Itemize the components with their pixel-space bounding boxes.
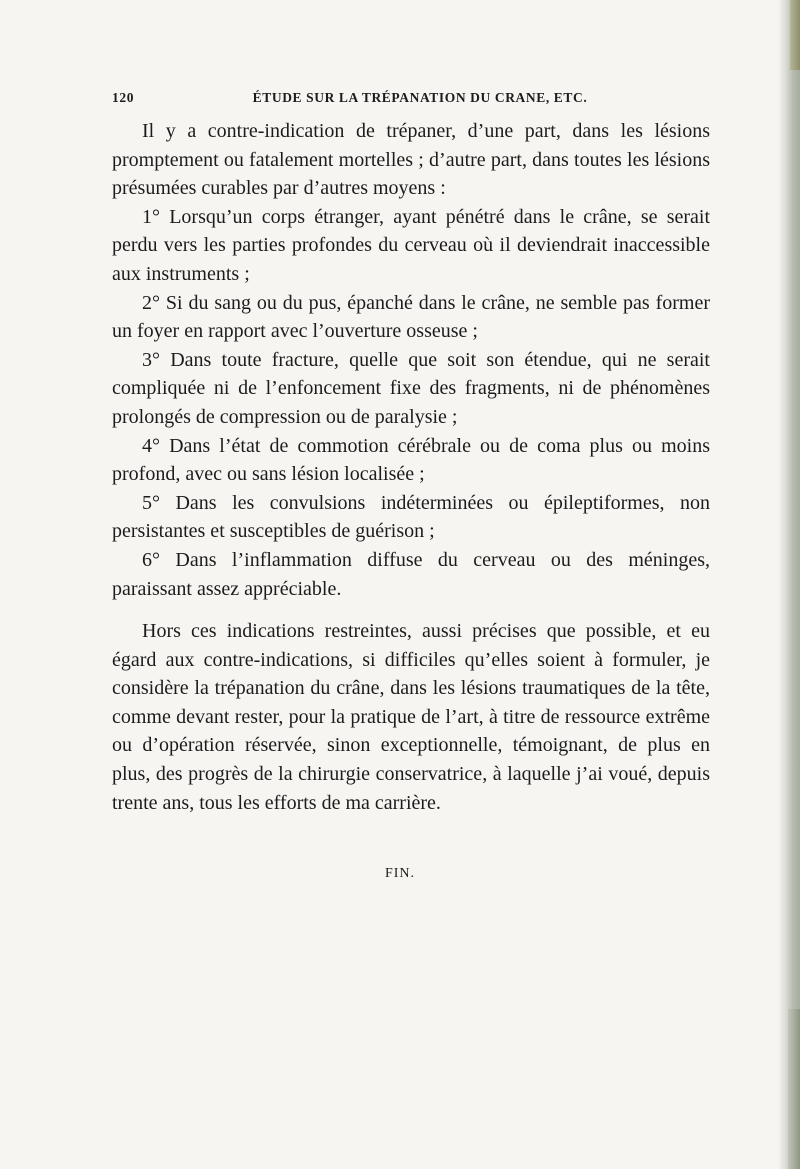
paragraph-item-2: 2° Si du sang ou du pus, épanché dans le crâne, ne semble pas former un foyer en rapport avec l’ouverture osseuse ; xyxy=(112,291,710,343)
page-edge-shadow xyxy=(778,0,800,1169)
page-edge-stain-bottom xyxy=(788,1009,800,1169)
page-edge-stain-top xyxy=(790,0,800,70)
page-number: 120 xyxy=(112,90,135,105)
running-head xyxy=(112,90,710,110)
running-title: ÉTUDE SUR LA TRÉPANATION DU CRANE, ETC. xyxy=(252,90,588,105)
paragraph-item-6: 6° Dans l’inflammation diffuse du cerveau ou des méninges, paraissant assez appréciable. xyxy=(112,548,710,600)
paragraph-item-4: 4° Dans l’état de commotion cérébrale ou de coma plus ou moins profond, avec ou sans lésion localisée ; xyxy=(112,434,710,486)
paragraph-intro: Il y a contre-indication de trépaner, d’une part, dans les lésions promptement ou fatalement mortelles ; d’autre part, dans toutes les lésions présumées curables par d’autres moyens : xyxy=(112,120,710,200)
paragraph-item-5: 5° Dans les convulsions indéterminées ou épileptiformes, non persistantes et susceptibles de guérison ; xyxy=(112,491,710,543)
paragraph-conclusion: Hors ces indications restreintes, aussi précises que possible, et eu égard aux contre-indications, si difficiles qu’elles soient à formuler, je considère la trépanation du crâne, dans les lésions traumatiques de la tête, comme devant rester, pour la pratique de l’art, à titre de ressource extrême ou d’opération réservée, sinon exceptionnelle, témoignant, de plus en plus, des progrès de la chirurgie conservatrice, à laquelle j’ai voué, depuis trente ans, tous les efforts de ma carrière. xyxy=(112,620,710,814)
paragraph-item-3: 3° Dans toute fracture, quelle que soit son étendue, qui ne serait compliquée ni de l’enfoncement fixe des fragments, ni de phénomènes prolongés de compression ou de paralysie ; xyxy=(112,348,710,428)
paragraph-item-1: 1° Lorsqu’un corps étranger, ayant pénétré dans le crâne, se serait perdu vers les parties profondes du cerveau où il deviendrait inaccessible aux instruments ; xyxy=(112,205,710,285)
body-text xyxy=(112,117,710,817)
end-mark: FIN. xyxy=(384,866,416,881)
